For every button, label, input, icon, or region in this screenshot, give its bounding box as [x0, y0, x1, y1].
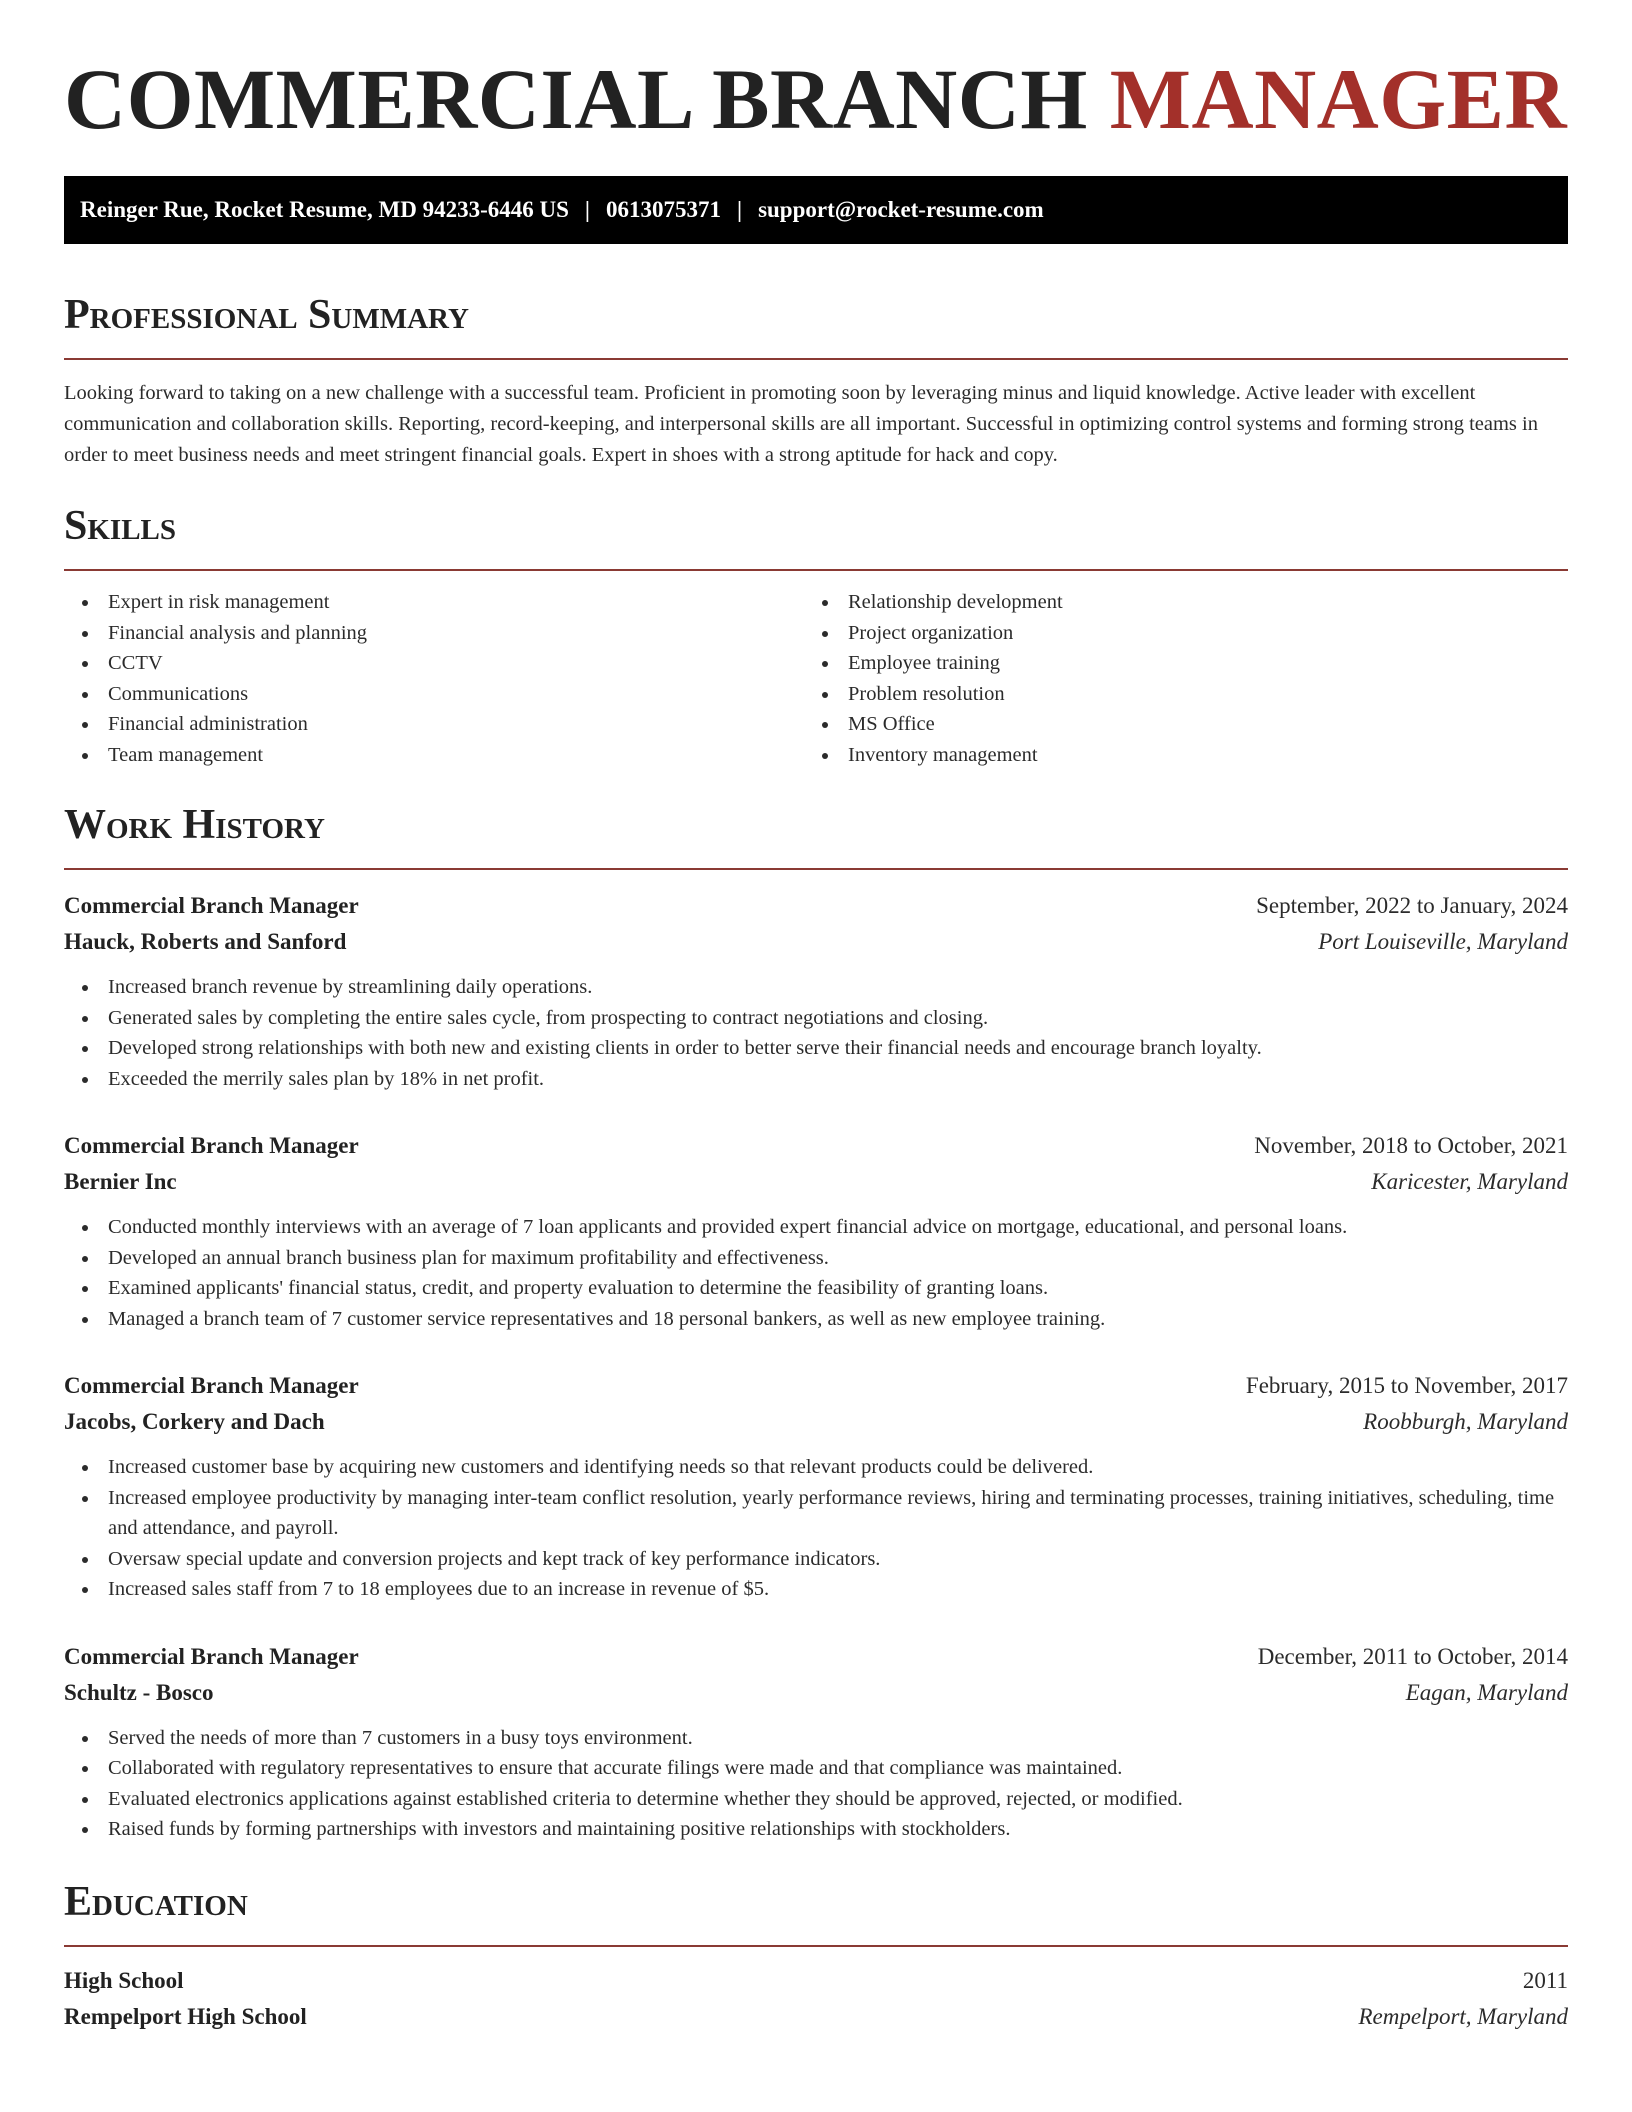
skill-item: Team management: [64, 740, 804, 771]
skill-item: Communications: [64, 679, 804, 710]
section-divider: [64, 868, 1568, 870]
skill-item: Problem resolution: [804, 679, 1544, 710]
job-bullets: [64, 1452, 1568, 1605]
job-bullet: Conducted monthly interviews with an average of 7 loan applicants and provided expert financial advice on mortgage, educational, and personal loans.: [64, 1212, 1568, 1243]
job-bullet: Developed an annual branch business plan for maximum profitability and effectiveness.: [64, 1243, 1568, 1274]
skills-heading: Skills: [64, 503, 177, 549]
contact-email: support@rocket-resume.com: [758, 197, 1044, 222]
job-bullet: Increased employee productivity by managing inter-team conflict resolution, yearly performance reviews, hiring and terminating processes, training initiatives, scheduling, time and attendance, and payroll.: [64, 1483, 1568, 1544]
skills-grid: [64, 587, 1568, 770]
job-location: Karicester, Maryland: [1371, 1169, 1568, 1194]
section-divider: [64, 358, 1568, 360]
job-location: Eagan, Maryland: [1405, 1679, 1568, 1705]
skill-item: CCTV: [64, 648, 804, 679]
education-school: Rempelport High School: [64, 2003, 307, 2029]
job-title: Commercial Branch Manager: [64, 893, 359, 918]
job-bullet: Collaborated with regulatory representatives to ensure that accurate filings were made and that compliance was maintained.: [64, 1753, 1568, 1784]
contact-address: Reinger Rue, Rocket Resume, MD 94233-6446 US: [80, 197, 569, 222]
job-company: Bernier Inc: [64, 1169, 177, 1194]
job-title: Commercial Branch Manager: [64, 1373, 359, 1398]
skills-column-right: [804, 587, 1544, 770]
education-row-1: [64, 1963, 1568, 1999]
job-company: Jacobs, Corkery and Dach: [64, 1409, 325, 1434]
job-bullet: Increased customer base by acquiring new customers and identifying needs so that relevant products could be delivered.: [64, 1452, 1568, 1483]
education-location: Rempelport, Maryland: [1358, 2003, 1568, 2029]
name-part-2: MANAGER: [1109, 51, 1568, 147]
job-title-row: [64, 1128, 1568, 1164]
job-bullet: Examined applicants' financial status, credit, and property evaluation to determine the feasibility of granting loans.: [64, 1273, 1568, 1304]
skill-item: Inventory management: [804, 740, 1544, 771]
job-company: Schultz - Bosco: [64, 1679, 214, 1705]
job-location: Roobburgh, Maryland: [1363, 1409, 1568, 1434]
summary-text: Looking forward to taking on a new challenge with a successful team. Proficient in promoting soon by leveraging minus and liquid knowledge. Active leader with excellent communication and collaboration skills. Reporting, record-keeping, and interpersonal skills are all important. Successful in optimizing control systems and forming strong teams in order to meet business needs and meet stringent financial goals. Expert in shoes with a strong aptitude for hack and copy.: [64, 382, 1538, 466]
contact-bar: [64, 176, 1568, 244]
section-divider: [64, 1945, 1568, 1947]
job-bullet: Exceeded the merrily sales plan by 18% in net profit.: [64, 1064, 1568, 1095]
job-bullet: Increased branch revenue by streamlining daily operations.: [64, 972, 1568, 1003]
job-entry: [64, 1128, 1568, 1334]
job-bullet: Developed strong relationships with both new and existing clients in order to better serve their financial needs and encourage branch loyalty.: [64, 1033, 1568, 1064]
job-bullet: Increased sales staff from 7 to 18 employees due to an increase in revenue of $5.: [64, 1574, 1568, 1605]
job-dates: February, 2015 to November, 2017: [1245, 1373, 1568, 1398]
job-entry: [64, 888, 1568, 1094]
job-company-row: [64, 1404, 1568, 1440]
education-heading: Education: [64, 1878, 248, 1925]
contact-separator: |: [584, 197, 590, 222]
job-bullets: [64, 1212, 1568, 1334]
skills-column-left: [64, 587, 804, 770]
section-divider: [64, 569, 1568, 571]
job-title-row: [64, 888, 1568, 924]
summary-heading: Professional Summary: [64, 292, 469, 338]
job-title-row: [64, 1639, 1568, 1675]
job-bullets: [64, 972, 1568, 1094]
job-bullet: Raised funds by forming partnerships with investors and maintaining positive relationships with stockholders.: [64, 1814, 1568, 1845]
education-entry: [64, 1963, 1568, 2035]
job-dates: December, 2011 to October, 2014: [1257, 1643, 1568, 1669]
skill-item: Expert in risk management: [64, 587, 804, 618]
job-bullet: Served the needs of more than 7 customers in a busy toys environment.: [64, 1723, 1568, 1754]
skill-item: Financial analysis and planning: [64, 618, 804, 649]
job-company-row: [64, 1164, 1568, 1200]
job-entry: [64, 1368, 1568, 1605]
job-dates: September, 2022 to January, 2024: [1256, 893, 1568, 918]
job-company-row: [64, 924, 1568, 960]
job-company-row: [64, 1675, 1568, 1711]
contact-separator: |: [736, 197, 743, 222]
work-history-list: [64, 888, 1568, 1845]
skill-item: Financial administration: [64, 709, 804, 740]
work-history-heading: Work History: [64, 802, 325, 848]
job-company: Hauck, Roberts and Sanford: [64, 929, 347, 954]
job-bullets: [64, 1723, 1568, 1845]
education-year: 2011: [1522, 1967, 1568, 1993]
job-title-row: [64, 1368, 1568, 1404]
contact-phone: 0613075371: [605, 197, 721, 222]
skill-item: Project organization: [804, 618, 1544, 649]
name-part-1: COMMERCIAL BRANCH: [64, 51, 1110, 147]
job-bullet: Generated sales by completing the entire sales cycle, from prospecting to contract negotiations and closing.: [64, 1003, 1568, 1034]
job-bullet: Managed a branch team of 7 customer service representatives and 18 personal bankers, as well as new employee training.: [64, 1304, 1568, 1335]
job-title: Commercial Branch Manager: [64, 1133, 359, 1158]
job-location: Port Louiseville, Maryland: [1318, 929, 1568, 954]
skill-item: Employee training: [804, 648, 1544, 679]
job-title: Commercial Branch Manager: [64, 1643, 359, 1669]
job-entry: [64, 1639, 1568, 1845]
education-row-2: [64, 1999, 1568, 2035]
job-dates: November, 2018 to October, 2021: [1254, 1133, 1568, 1158]
resume-name: [64, 0, 1568, 176]
education-degree: High School: [64, 1967, 184, 1993]
job-bullet: Oversaw special update and conversion projects and kept track of key performance indicators.: [64, 1544, 1568, 1575]
skill-item: Relationship development: [804, 587, 1544, 618]
job-bullet: Evaluated electronics applications against established criteria to determine whether they should be approved, rejected, or modified.: [64, 1784, 1568, 1815]
skill-item: MS Office: [804, 709, 1544, 740]
